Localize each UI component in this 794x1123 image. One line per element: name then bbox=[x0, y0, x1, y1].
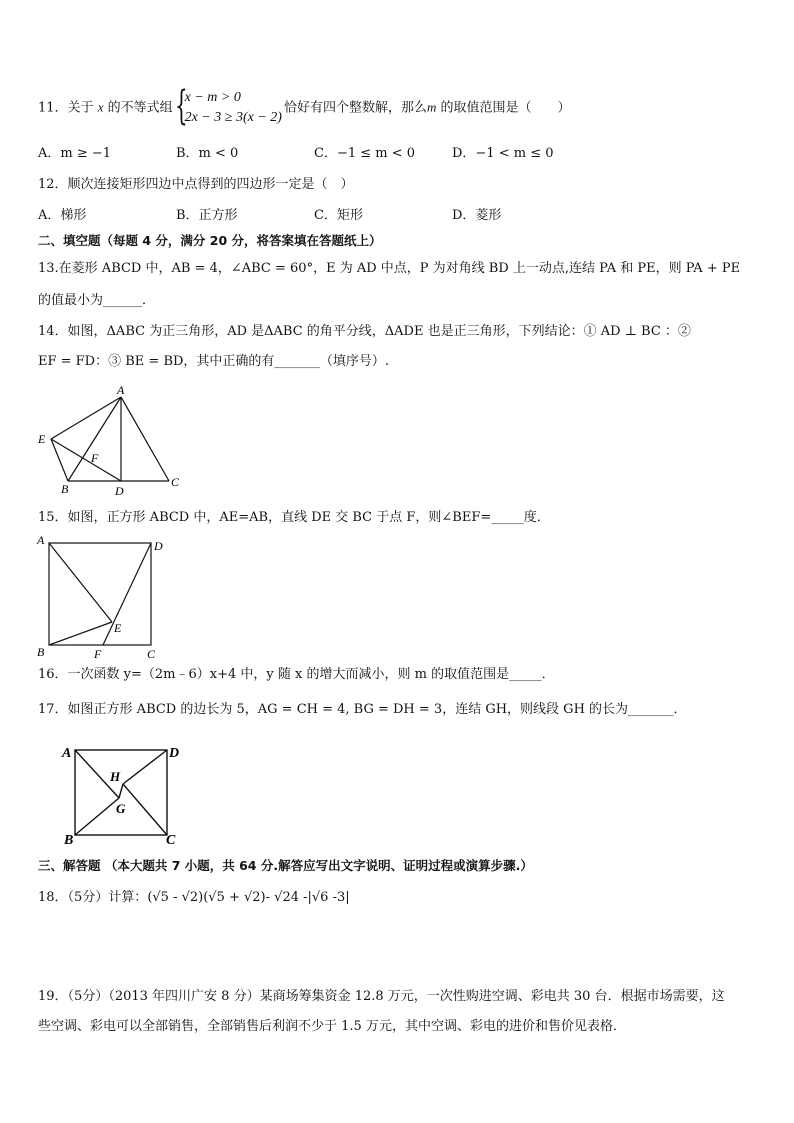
q11-prefix: 11．关于 bbox=[38, 100, 98, 116]
segment-df bbox=[103, 543, 151, 645]
label-c: C bbox=[166, 833, 176, 848]
q12-option-c[interactable]: C．矩形 bbox=[314, 208, 363, 223]
section-2-heading: 二、填空题（每题 4 分，满分 20 分，将答案填在答题纸上） bbox=[38, 233, 382, 248]
q14-figure bbox=[30, 380, 200, 498]
label-a: A bbox=[37, 533, 45, 547]
segment-bg bbox=[75, 798, 119, 835]
q11-suffix: 恰好有四个整数解，那么 bbox=[283, 100, 427, 116]
square-abcd bbox=[49, 543, 151, 645]
label-b: B bbox=[64, 833, 74, 848]
label-f: F bbox=[94, 647, 102, 660]
q11-inequality-system bbox=[174, 83, 282, 129]
q11-ineq2: 2x − 3 ≥ 3(x − 2) bbox=[184, 110, 282, 125]
segment-ac bbox=[121, 397, 169, 481]
q17-figure bbox=[58, 738, 188, 848]
q11-stem bbox=[38, 83, 571, 129]
q11-mid: 的不等式组 bbox=[103, 100, 173, 116]
label-a: A bbox=[117, 383, 125, 397]
brace-icon: { bbox=[174, 83, 188, 129]
label-e: E bbox=[38, 432, 46, 446]
q11-ineq1: x − m > 0 bbox=[184, 90, 241, 105]
label-d: D bbox=[115, 484, 124, 498]
label-d: D bbox=[154, 539, 163, 553]
q14-line2: EF = FD：③ BE = BD，其中正确的有_______（填序号）. bbox=[38, 354, 390, 369]
label-c: C bbox=[171, 475, 180, 489]
label-b: B bbox=[61, 482, 69, 496]
q12-option-d[interactable]: D．菱形 bbox=[452, 208, 502, 223]
label-g: G bbox=[116, 801, 126, 816]
q15-stem: 15．如图，正方形 ABCD 中，AE=AB，直线 DE 交 BC 于点 F，则∠BEF=_____度． bbox=[38, 510, 550, 525]
q11-option-d[interactable]: D．−1 < m ≤ 0 bbox=[452, 146, 554, 161]
q11-var-x: x bbox=[97, 99, 104, 115]
label-a: A bbox=[62, 746, 72, 761]
q13-line1: 13.在菱形 ABCD 中，AB = 4，∠ABC = 60°，E 为 AD 中点，P 为对角线 BD 上一动点,连结 PA 和 PE，则 PA + PE bbox=[38, 261, 741, 276]
q12-stem: 12．顺次连接矩形四边中点得到的四边形一定是（ ） bbox=[38, 177, 354, 192]
q17-stem: 17．如图正方形 ABCD 的边长为 5，AG = CH = 4, BG = DH = 3，连结 GH，则线段 GH 的长为_______． bbox=[38, 702, 687, 717]
label-c: C bbox=[147, 647, 156, 660]
q19-line1: 19．（5分）（2013 年四川广安 8 分）某商场筹集资金 12.8 万元，一次性购进空调、彩电共 30 台．根据市场需要，这 bbox=[38, 989, 725, 1004]
q15-figure bbox=[32, 532, 172, 660]
section-3-heading: 三、解答题 （本大题共 7 小题，共 64 分.解答应写出文字说明、证明过程或演算步骤.） bbox=[38, 858, 533, 873]
label-h: H bbox=[110, 769, 121, 784]
label-b: B bbox=[37, 645, 45, 659]
q11-var-m: m bbox=[426, 99, 437, 115]
segment-be bbox=[49, 622, 112, 645]
q11-option-c[interactable]: C．−1 ≤ m < 0 bbox=[314, 146, 416, 161]
segment-dh bbox=[123, 750, 167, 784]
label-f: F bbox=[91, 451, 99, 465]
q16-stem: 16．一次函数 y=（2m﹣6）x+4 中，y 随 x 的增大而减小，则 m 的取值范围是_____． bbox=[38, 667, 555, 682]
q19-line2: 些空调、彩电可以全部销售，全部销售后利润不少于 1.5 万元，其中空调、彩电的进价和售价见表格． bbox=[38, 1019, 626, 1034]
q14-line1: 14．如图，ΔABC 为正三角形，AD 是ΔABC 的角平分线，ΔADE 也是正三角形，下列结论：① AD ⊥ BC ：② bbox=[38, 324, 691, 339]
label-e: E bbox=[114, 621, 122, 635]
q11-option-a[interactable]: A．m ≥ −1 bbox=[38, 146, 112, 161]
q12-option-b[interactable]: B．正方形 bbox=[176, 208, 238, 223]
q11-option-b[interactable]: B．m < 0 bbox=[176, 146, 239, 161]
segment-ae bbox=[51, 397, 121, 439]
q13-line2: 的值最小为______． bbox=[38, 293, 156, 308]
segment-ch bbox=[123, 784, 167, 835]
label-d: D bbox=[169, 746, 180, 761]
segment-eb bbox=[51, 439, 68, 481]
q11-tail: 的取值范围是（ ） bbox=[436, 100, 571, 116]
segment-ab bbox=[68, 397, 121, 481]
segment-ed bbox=[51, 439, 121, 481]
q18-stem: 18．（5分）计算：(√5 - √2)(√5 + √2)- √24 -|√6 -3| bbox=[38, 890, 350, 905]
segment-gh bbox=[119, 784, 123, 798]
segment-ae bbox=[49, 543, 112, 622]
q12-option-a[interactable]: A．梯形 bbox=[38, 208, 87, 223]
